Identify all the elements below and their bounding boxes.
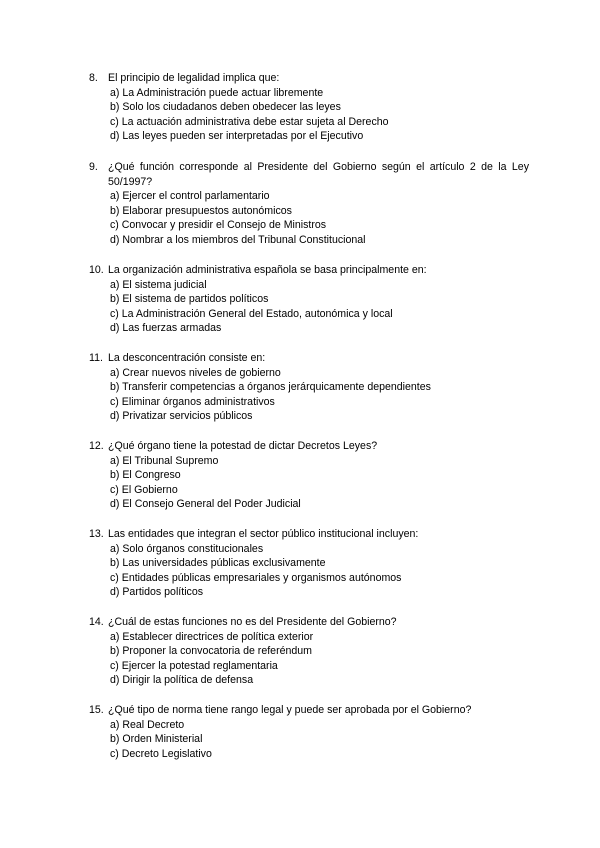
question-text: ¿Cuál de estas funciones no es del Presidente del Gobierno? bbox=[108, 616, 397, 628]
question-number: 12. bbox=[89, 440, 104, 452]
question-9 bbox=[89, 160, 529, 248]
option-a: a) Establecer directrices de política exterior bbox=[110, 630, 314, 643]
option-d: d) Partidos políticos bbox=[110, 586, 204, 599]
option-d: d) Dirigir la política de defensa bbox=[110, 674, 254, 687]
question-11 bbox=[89, 351, 529, 424]
option-b: b) El sistema de partidos políticos bbox=[110, 293, 269, 306]
option-b: b) Transferir competencias a órganos jerárquicamente dependientes bbox=[110, 381, 431, 394]
question-number: 13. bbox=[89, 528, 104, 540]
option-d: d) Las fuerzas armadas bbox=[110, 322, 222, 335]
option-b: b) Elaborar presupuestos autonómicos bbox=[110, 204, 292, 217]
option-c: c) Decreto Legislativo bbox=[110, 747, 212, 760]
question-10 bbox=[89, 263, 529, 336]
question-13 bbox=[89, 527, 529, 600]
option-d: d) Privatizar servicios públicos bbox=[110, 410, 253, 423]
option-a: a) Solo órganos constitucionales bbox=[110, 542, 264, 555]
question-14 bbox=[89, 615, 529, 688]
question-number: 10. bbox=[89, 264, 104, 276]
question-text: ¿Qué órgano tiene la potestad de dictar Decretos Leyes? bbox=[108, 440, 378, 452]
option-c: c) Entidades públicas empresariales y organismos autónomos bbox=[110, 571, 402, 584]
option-b: b) Las universidades públicas exclusivamente bbox=[110, 557, 326, 570]
option-d: d) Las leyes pueden ser interpretadas por el Ejecutivo bbox=[110, 130, 364, 143]
option-c: c) La Administración General del Estado, autonómica y local bbox=[110, 307, 393, 320]
question-number: 8. bbox=[89, 72, 98, 84]
question-8 bbox=[89, 71, 529, 144]
option-d: d) Nombrar a los miembros del Tribunal Constitucional bbox=[110, 233, 366, 246]
question-text: La organización administrativa española se basa principalmente en: bbox=[108, 264, 427, 276]
question-number: 15. bbox=[89, 704, 104, 716]
option-a: a) Crear nuevos niveles de gobierno bbox=[110, 366, 281, 379]
option-a: a) La Administración puede actuar libremente bbox=[110, 86, 324, 99]
question-15 bbox=[89, 703, 529, 761]
question-text: El principio de legalidad implica que: bbox=[108, 72, 280, 84]
question-number: 11. bbox=[89, 352, 103, 364]
question-number: 9. bbox=[89, 161, 98, 173]
question-text: ¿Qué tipo de norma tiene rango legal y puede ser aprobada por el Gobierno? bbox=[108, 704, 472, 716]
option-b: b) Proponer la convocatoria de referéndum bbox=[110, 645, 312, 658]
question-text: Las entidades que integran el sector público institucional incluyen: bbox=[108, 528, 419, 540]
option-b: b) Orden Ministerial bbox=[110, 733, 203, 746]
question-12 bbox=[89, 439, 529, 512]
option-c: c) La actuación administrativa debe estar sujeta al Derecho bbox=[110, 115, 389, 128]
question-text: La desconcentración consiste en: bbox=[108, 352, 266, 364]
option-c: c) El Gobierno bbox=[110, 483, 178, 496]
option-c: c) Convocar y presidir el Consejo de Ministros bbox=[110, 219, 327, 232]
question-text: ¿Qué función corresponde al Presidente del Gobierno según el artículo 2 de la Ley bbox=[108, 161, 529, 173]
option-c: c) Ejercer la potestad reglamentaria bbox=[110, 659, 278, 672]
question-number: 14. bbox=[89, 616, 104, 628]
option-b: b) El Congreso bbox=[110, 469, 181, 482]
option-a: a) Real Decreto bbox=[110, 718, 185, 731]
option-a: a) Ejercer el control parlamentario bbox=[110, 190, 270, 203]
option-a: a) El sistema judicial bbox=[110, 278, 207, 291]
option-a: a) El Tribunal Supremo bbox=[110, 454, 219, 467]
question-text-continuation: 50/1997? bbox=[108, 175, 153, 188]
option-d: d) El Consejo General del Poder Judicial bbox=[110, 498, 301, 511]
option-c: c) Eliminar órganos administrativos bbox=[110, 395, 275, 408]
option-b: b) Solo los ciudadanos deben obedecer las leyes bbox=[110, 101, 341, 114]
